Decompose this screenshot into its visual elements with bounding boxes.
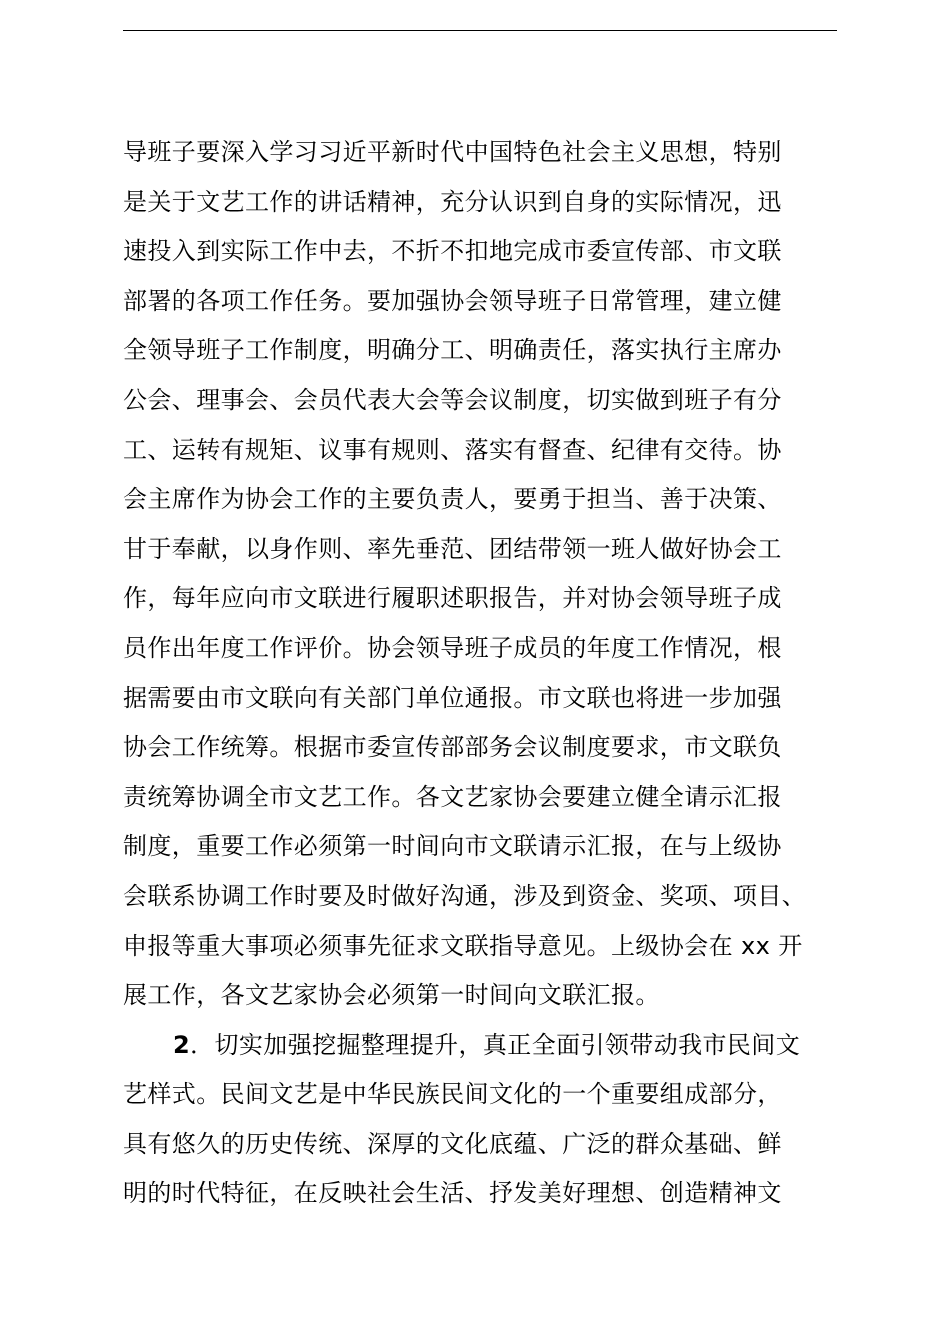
text-line: 具有悠久的历史传统、深厚的文化底蕴、广泛的群众基础、鲜 xyxy=(123,1129,782,1158)
section-2-paragraph xyxy=(123,1021,853,1219)
text-line: 甘于奉献，以身作则、率先垂范、团结带领一班人做好协会工 xyxy=(123,534,782,563)
text-line: 员作出年度工作评价。协会领导班子成员的年度工作情况，根 xyxy=(123,633,782,662)
document-body xyxy=(123,128,853,1219)
text-line: 部署的各项工作任务。要加强协会领导班子日常管理，建立健 xyxy=(123,286,782,315)
header-rule xyxy=(123,30,837,31)
text-line: 作，每年应向市文联进行履职述职报告，并对协会领导班子成 xyxy=(123,584,782,613)
text-line: 导班子要深入学习习近平新时代中国特色社会主义思想，特别 xyxy=(123,138,782,166)
text-line: 制度，重要工作必须第一时间向市文联请示汇报，在与上级协 xyxy=(123,832,782,861)
text-line: 协会工作统筹。根据市委宣传部部务会议制度要求，市文联负 xyxy=(123,733,782,762)
section-number: 2 xyxy=(173,1030,191,1059)
text-line: 会主席作为协会工作的主要负责人，要勇于担当、善于决策、 xyxy=(123,485,782,514)
text-line: 会联系协调工作时要及时做好沟通，涉及到资金、奖项、项目、 xyxy=(123,881,807,910)
text-line: 责统筹协调全市文艺工作。各文艺家协会要建立健全请示汇报 xyxy=(123,782,782,811)
paragraph-1 xyxy=(123,128,853,1021)
text-line: 全领导班子工作制度，明确分工、明确责任，落实执行主席办 xyxy=(123,336,782,365)
text-line: 公会、理事会、会员代表大会等会议制度，切实做到班子有分 xyxy=(123,385,782,414)
text-line: 是关于文艺工作的讲话精神，充分认识到自身的实际情况，迅 xyxy=(123,187,782,216)
text-line: 工、运转有规矩、议事有规则、落实有督查、纪律有交待。协 xyxy=(123,435,782,464)
text-line: 艺样式。民间文艺是中华民族民间文化的一个重要组成部分， xyxy=(123,1080,782,1109)
text-line: 据需要由市文联向有关部门单位通报。市文联也将进一步加强 xyxy=(123,683,782,712)
text-line: 明的时代特征，在反映社会生活、抒发美好理想、创造精神文 xyxy=(123,1179,782,1208)
section-2-title-text: ．切实加强挖掘整理提升，真正全面引领带动我市民间文 xyxy=(190,1030,801,1059)
section-2-heading-line xyxy=(123,1021,853,1071)
text-line: 申报等重大事项必须事先征求文联指导意见。上级协会在 xx 开 xyxy=(123,931,803,960)
text-line: 速投入到实际工作中去，不折不扣地完成市委宣传部、市文联 xyxy=(123,237,782,266)
text-line: 展工作，各文艺家协会必须第一时间向文联汇报。 xyxy=(123,981,660,1010)
